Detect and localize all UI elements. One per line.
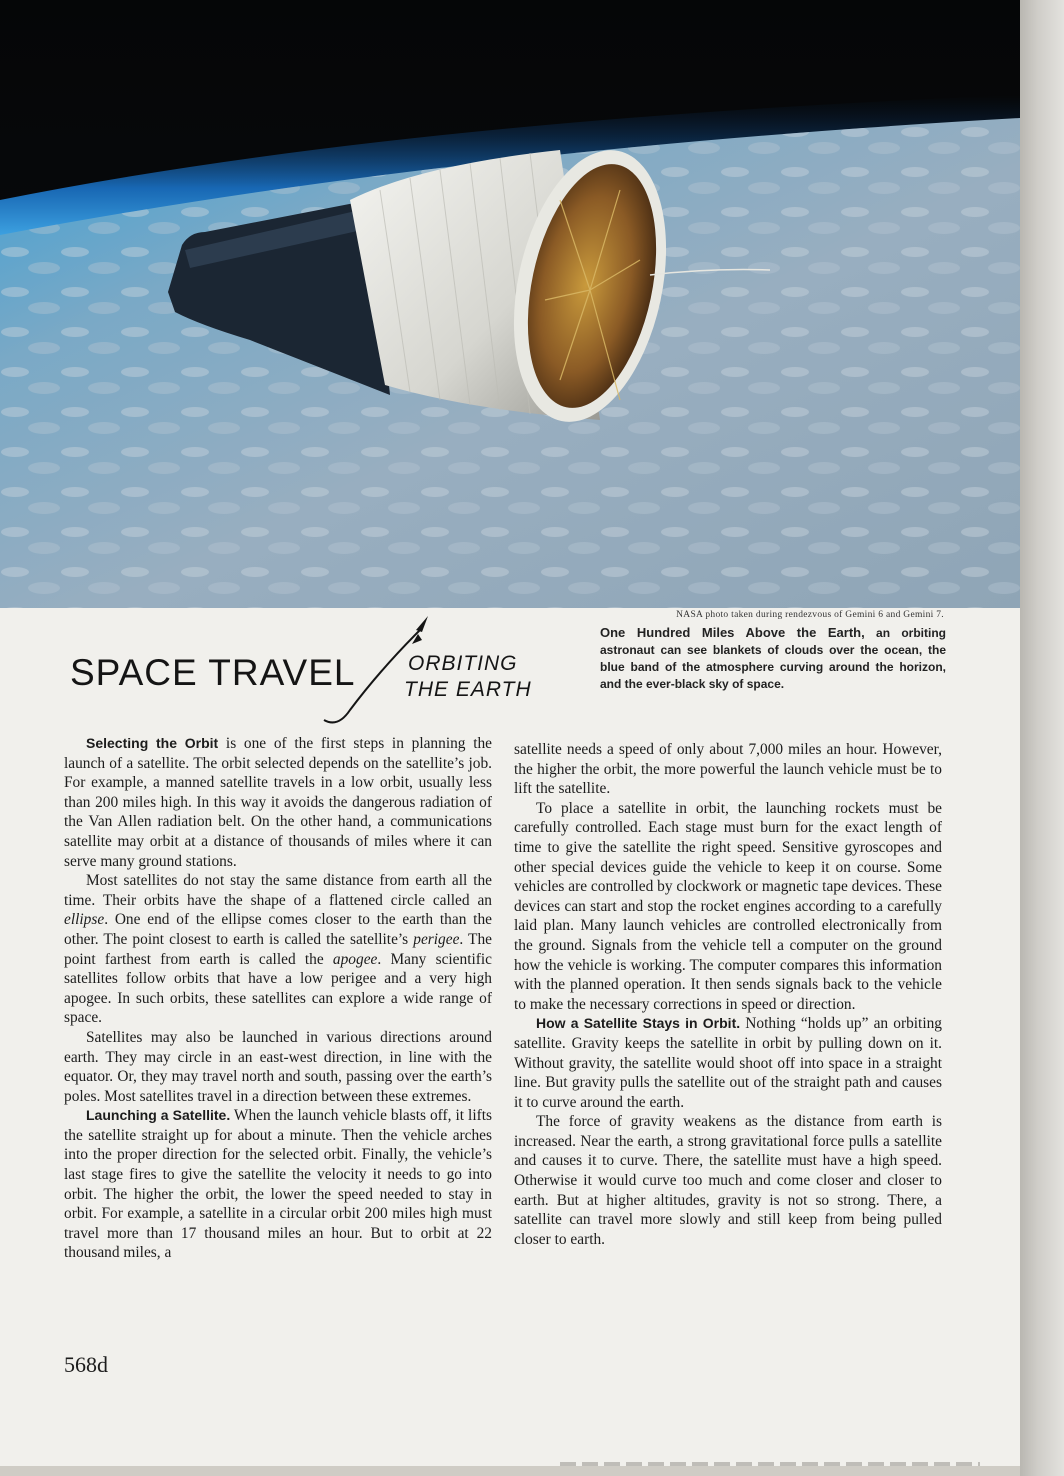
paragraph-text: satellite needs a speed of only about 7,000 miles an hour. However, the higher the orbit, the more powerful the launch vehicle must be to lift the satellite. (514, 741, 942, 798)
paragraph (514, 799, 942, 1015)
section-heading: Selecting the Orbit (86, 735, 219, 751)
paragraph-text: When the launch vehicle blasts off, it lifts the satellite straight up for about a minute. Then the vehicle arches into the proper direction for the selected orbit. Finally, the vehicle’s last stage fires to give the satellite the velocity it needs to go into orbit. The higher the orbit, the lower the speed needed to stay in orbit. For example, a satellite in a circular orbit 200 miles high must travel more than 17 thousand miles an hour. But to orbit at 22 thousand miles, a (64, 1107, 492, 1262)
gemini-spacecraft-illustration (0, 0, 1020, 608)
paragraph (64, 1106, 492, 1263)
paragraph-text: To place a satellite in orbit, the launching rockets must be carefully controlled. Each stage must burn for the exact length of time to give the satellite the right speed. Sensitive gyroscopes and other special devices guide the vehicle to keep it on course. Some vehicles are controlled by clockwork or magnetic tape devices. These devices can start and stop the rocket engines according to a carefully laid plan. Many launch vehicles are controlled electronically from the ground. Signals from the vehicle tell a computer on the ground how the vehicle is working. The computer compares this information with the planned operation. It then sends signals back to the vehicle to make the necessary corrections in speed or direction. (514, 799, 942, 1013)
page-number: 568d (64, 1352, 108, 1377)
article-column-right (514, 740, 942, 1249)
photo-caption (600, 624, 946, 693)
paragraph-text: . Many scientific satellites follow orbits that have a low perigee and a very high apogee. In such orbits, these satellites can explore a wide range of space. (64, 950, 492, 1027)
section-heading: How a Satellite Stays in Orbit. (536, 1015, 741, 1032)
subtitle-line-2: THE EARTH (404, 678, 532, 701)
section-heading: Launching a Satellite. (86, 1107, 231, 1124)
next-page-bleed (560, 1462, 980, 1466)
term-apogee: apogee (332, 950, 378, 968)
paragraph-text: is one of the first steps in planning the launch of a satellite. The orbit selected depends on the satellite’s job. For example, a manned satellite travels in a low orbit, usually less than 200 miles high. In this way it avoids the dangerous radiation of the Van Allen radiation belt. On the other hand, a communications satellite may orbit at a distance of thousands of miles where it can serve many ground stations. (64, 735, 493, 870)
page-edge (1020, 0, 1064, 1476)
subtitle-line-1: ORBITING (408, 652, 518, 675)
paragraph-text: Most satellites do not stay the same distance from earth all the time. Their orbits have the shape of a flattened circle called an (64, 872, 492, 909)
term-perigee: perigee (413, 930, 460, 948)
article-column-left (64, 734, 492, 1263)
photo-credit: NASA photo taken during rendezvous of Gemini 6 and Gemini 7. (676, 610, 944, 620)
paragraph-text: Satellites may also be launched in various directions around earth. They may circle in an east-west direction, in line with the equator. Or, they may travel north and south, passing over the earth’s poles. Most satellites travel in a direction between these extremes. (64, 1028, 492, 1105)
page-bottom-edge (0, 1466, 1020, 1476)
paragraph-text: Nothing “holds up” an orbiting satellite. Gravity keeps the satellite in orbit by pulling down on it. Without gravity, the satellite would shoot off into space in a straight line. But gravity pulls the satellite out of the straight path and causes it to curve around the earth. (514, 1015, 942, 1111)
paragraph-text: The force of gravity weakens as the distance from earth is increased. Near the earth, a strong gravitational force pulls a satellite and causes it to curve. There, the satellite must have a high speed. Otherwise it would curve too much and come closer and closer to earth. But at higher altitudes, gravity is not so strong. There, a satellite can travel more slowly and still keep from being pulled closer to earth. (514, 1113, 942, 1248)
gemini-photo (0, 0, 1020, 608)
paragraph (514, 1014, 942, 1112)
paragraph (514, 740, 942, 799)
caption-text: an orbiting astronaut can see blankets of clouds over the ocean, the blue band of the atmosphere curving around the horizon, and the ever-black sky of space. (600, 626, 946, 691)
paragraph (64, 1028, 492, 1106)
paragraph (64, 871, 492, 1028)
term-ellipse: ellipse (64, 911, 105, 929)
paragraph-text: . The point farthest from earth is called the (64, 930, 492, 968)
page-title: SPACE TRAVEL (70, 652, 356, 693)
caption-lead: One Hundred Miles Above the Earth, (600, 625, 865, 640)
paragraph (64, 734, 492, 871)
paragraph (514, 1112, 942, 1249)
paragraph-text: . One end of the ellipse comes closer to the earth than the other. The point closest to earth is called the satellite’s (64, 911, 492, 948)
